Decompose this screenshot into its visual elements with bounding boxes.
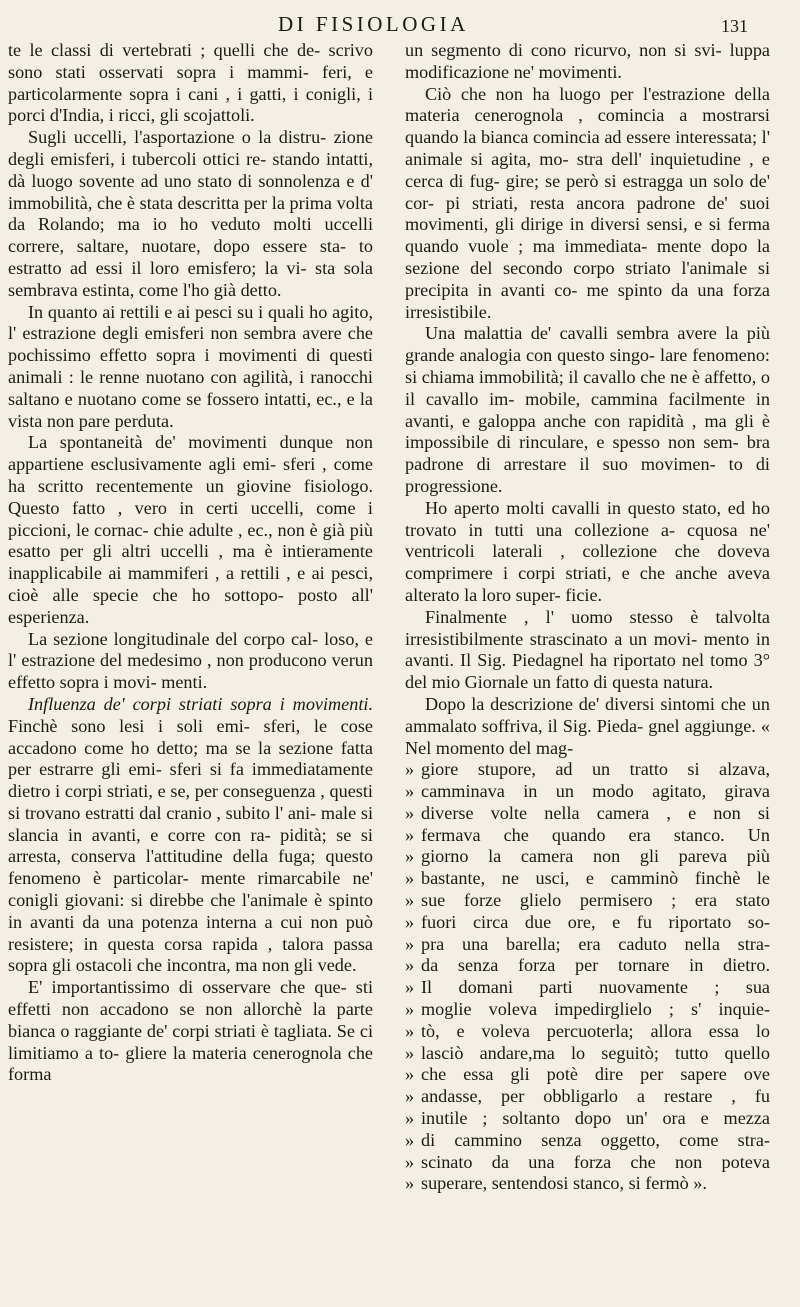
quote-line: » lasciò andare,ma lo seguitò; tutto quello — [405, 1043, 770, 1065]
quote-line: » fermava che quando era stanco. Un — [405, 825, 770, 847]
paragraph: Dopo la descrizione de' diversi sintomi che un ammalato soffriva, il Sig. Pieda- gnel aggiunge. « Nel momento del mag- — [405, 693, 770, 758]
paragraph: In quanto ai rettili e ai pesci su i quali ho agito, l' estrazione degli emisferi non sembra avere che pochissimo effetto sopra i movimenti di questi animali : le renne nuotano con agilità, i ranocchi saltano e nuotano come se fossero intatti, ec., e la vista non pare perduta. — [8, 301, 373, 431]
quote-line: » Il domani parti nuovamente ; sua — [405, 977, 770, 999]
quote-line: » inutile ; soltanto dopo un' ora e mezza — [405, 1108, 770, 1130]
quote-line: » diverse volte nella camera , e non si — [405, 803, 770, 825]
section-text: Finchè sono lesi i soli emi- sferi, le cose accadono come ho detto; ma se la sezione fatta per estrarre gli emi- sferi si fa immediatamente dietro i corpi striati, e se, per conseguenza , questi si trovano estratti dal cranio , subito l' ani- male si slancia in avanti, e corre con ra- pidità; se si arresta, conserva l'attitudine della fuga; questo fenomeno è particolar- mente rimarcabile ne' conigli giovani: si direbbe che l'animale è spinto in avanti da una potenza interna a cui non può resistere; in questa corsa rapida , talora passa sopra gli ostacoli che incontra, ma non gli vede. — [8, 715, 373, 976]
quotation-block — [405, 759, 770, 1195]
quote-line: » giore stupore, ad un tratto si alzava, — [405, 759, 770, 781]
quote-line: » scinato da una forza che non poteva — [405, 1152, 770, 1174]
page-number: 131 — [721, 16, 748, 36]
quote-line: » sue forze glielo permisero ; era stato — [405, 890, 770, 912]
quote-line: » pra una barella; era caduto nella stra- — [405, 934, 770, 956]
paragraph: Finalmente , l' uomo stesso è talvolta irresistibilmente strascinato a un movi- mento in avanti. Il Sig. Piedagnel ha riportato nel tomo 3° del mio Giornale un fatto di questa natura. — [405, 606, 770, 693]
page-header — [278, 12, 748, 42]
quote-line: » che essa gli potè dire per sapere ove — [405, 1064, 770, 1086]
paragraph: un segmento di cono ricurvo, non si svi- luppa modificazione ne' movimenti. — [405, 40, 770, 82]
quote-line: » da senza forza per tornare in dietro. — [405, 955, 770, 977]
left-column — [8, 40, 373, 1290]
quote-line: » fuori circa due ore, e fu riportato so- — [405, 912, 770, 934]
quote-line: » tò, e voleva percuoterla; allora essa lo — [405, 1021, 770, 1043]
right-column — [405, 40, 770, 1290]
section-heading: Influenza de' corpi striati sopra i movimenti. — [28, 693, 373, 714]
quote-line: » moglie voleva impedirglielo ; s' inquie- — [405, 999, 770, 1021]
paragraph: Ciò che non ha luogo per l'estrazione della materia cenerognola , comincia a mostrarsi quando la bianca comincia ad essere interessata; l' animale si agita, mo- stra dell' inquietudine , e cerca di fug- gire; se però si estragga un solo de' cor- pi striati, resta ancora padrone de' suoi movimenti, gli dirige in diversi sensi, e si ferma quando vuole ; ma immediata- mente dopo la sezione del secondo corpo striato l'animale si precipita in avanti co- me spinto da una forza irresistibile. — [405, 83, 770, 322]
paragraph: Sugli uccelli, l'asportazione o la distru- zione degli emisferi, i tubercoli ottici re- stando intatti, dà luogo sovente ad uno stato di sonnolenza e d' immobilità, che è stata descritta per la prima volta da Rolando; ma io ho veduto molti uccelli correre, saltare, nuotare, dopo essere sta- to estratto ad essi il loro emisfero; la vi- sta sola sembrava estinta, come l'ho già detto. — [8, 127, 373, 300]
quote-line: » bastante, ne usci, e camminò finchè le — [405, 868, 770, 890]
paragraph: La spontaneità de' movimenti dunque non appartiene esclusivamente agli emi- sferi , come ha scritto recentemente un giovine fisiologo. Questo fatto , vero in certi uccelli, come i piccioni, le cornac- chie adulte , ec., non è già più esatto per gli altri uccelli , ma è intieramente inapplicabile ai mammiferi , a rettili , e ai pesci, cioè alle specie che ho sottopo- posto all' esperienza. — [8, 432, 373, 627]
quote-line: » andasse, per obbligarlo a restare , fu — [405, 1086, 770, 1108]
paragraph: Una malattia de' cavalli sembra avere la più grande analogia con questo singo- lare fenomeno: si chiama immobilità; il cavallo che ne è affetto, o il cavallo im- mobile, cammina facilmente in avanti, e galoppa anche con rapidità , ma gli è impossibile di rinculare, e spesso non sem- bra padrone di arrestare il suo movimen- to di progressione. — [405, 323, 770, 496]
quote-line: » giorno la camera non gli pareva più — [405, 846, 770, 868]
paragraph: E' importantissimo di osservare che que- sti effetti non accadono se non allorchè la parte bianca o raggiante de' corpi striati è tagliata. Se ci limitiamo a to- gliere la materia cenerognola che forma — [8, 977, 373, 1085]
quote-line: » di cammino senza oggetto, come stra- — [405, 1130, 770, 1152]
section-paragraph — [8, 694, 373, 977]
paragraph: Ho aperto molti cavalli in questo stato, ed ho trovato in tutti una collezione a- cquosa ne' ventricoli laterali , collezione che doveva comprimere i corpi striati, e che anche aveva alterato la loro super- ficie. — [405, 497, 770, 605]
paragraph: te le classi di vertebrati ; quelli che de- scrivo sono stati osservati sopra i mammi- feri, e particolarmente sopra i cani , i gatti, i conigli, i porci d'India, i ricci, gli scojattoli. — [8, 40, 373, 126]
quote-line: » camminava in un modo agitato, girava — [405, 781, 770, 803]
paragraph: La sezione longitudinale del corpo cal- loso, e l' estrazione del medesimo , non producono verun effetto sopra i movi- menti. — [8, 628, 373, 693]
running-title: DI FISIOLOGIA — [278, 12, 469, 36]
quote-line: » superare, sentendosi stanco, si fermò ». — [405, 1173, 770, 1195]
